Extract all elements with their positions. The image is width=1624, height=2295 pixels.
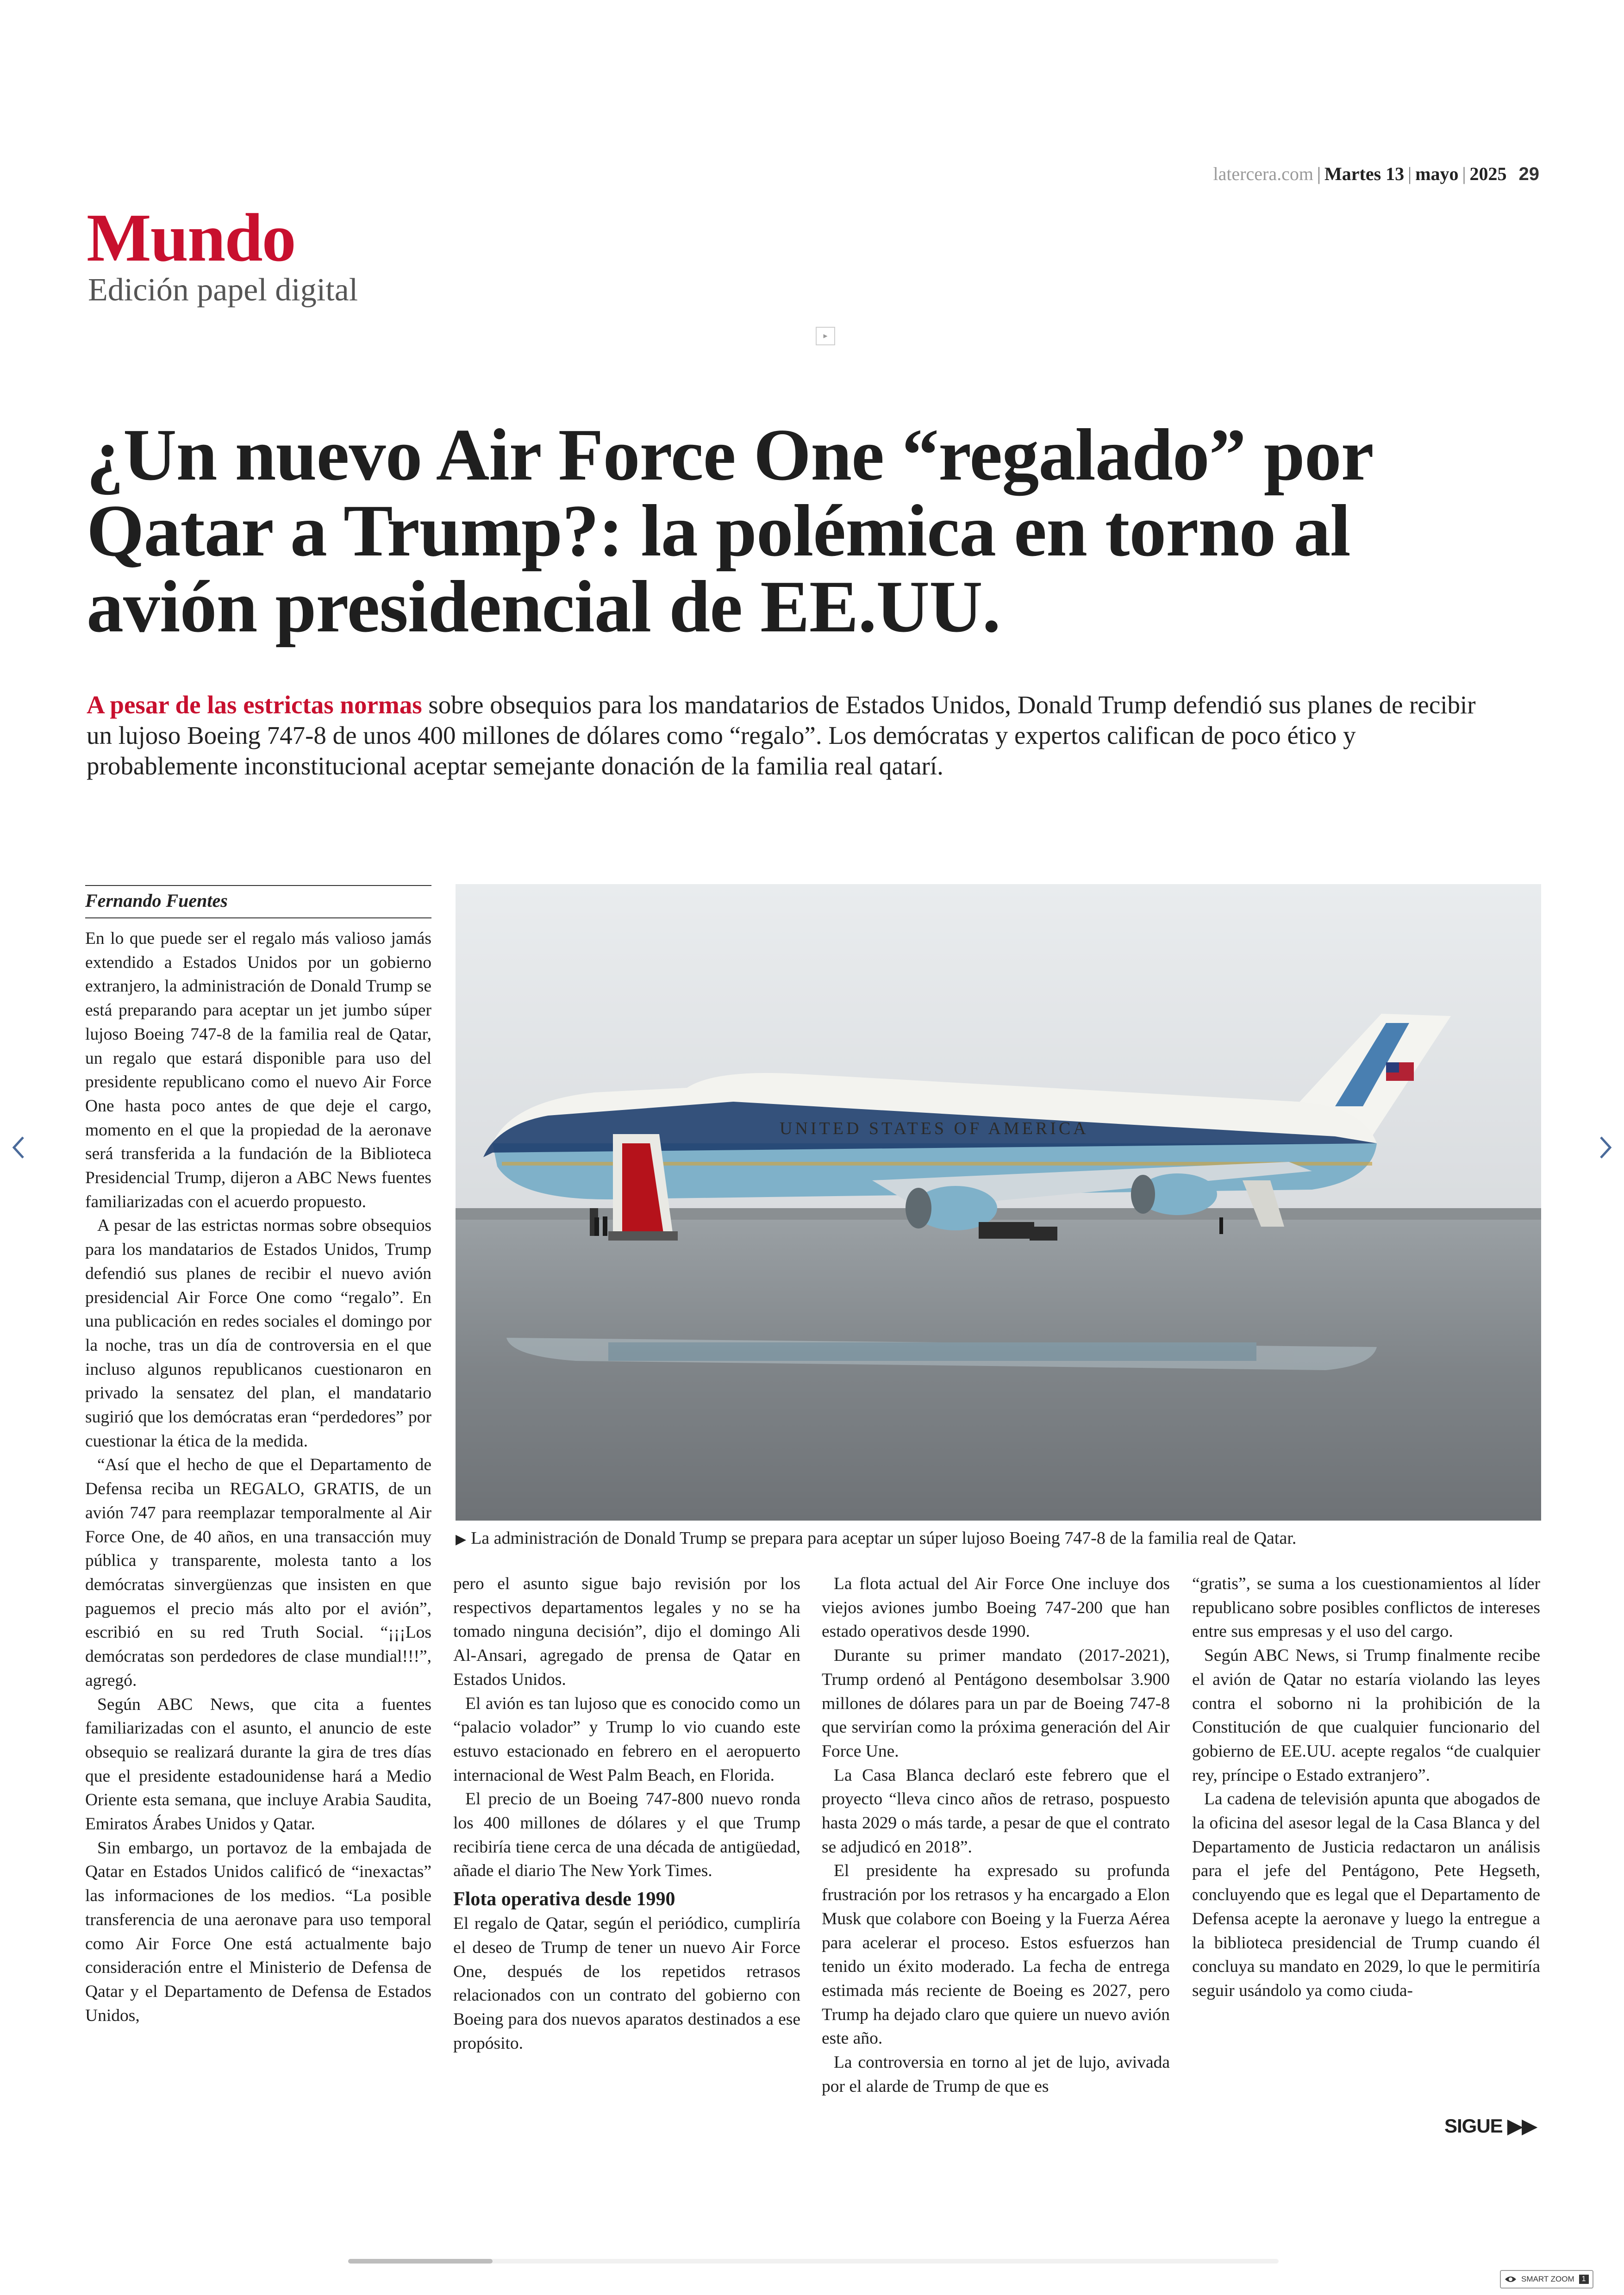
paragraph: El regalo de Qatar, según el periódico, cumpliría el deseo de Trump de tener un nuevo Air Force One, después de los repetidos retrasos relacionados con un contrato del gobierno con Boeing para dos nuevos aparatos destinados a ese propósito.	[453, 1914, 800, 2053]
byline: Fernando Fuentes	[85, 890, 228, 911]
body-column-3	[822, 1572, 1170, 2098]
landing-gear	[979, 1222, 1034, 1239]
page-indicator: 1	[1579, 2275, 1589, 2284]
previous-page-button[interactable]	[5, 1127, 32, 1168]
subheading: Flota operativa desde 1990	[453, 1889, 675, 1910]
chevron-left-icon	[9, 1134, 28, 1161]
page-number: 29	[1518, 164, 1539, 184]
paragraph: Según ABC News, si Trump finalmente recibe el avión de Qatar no estaría violando las leyes contra el soborno ni la prohibición de la Constitución de que cualquier funcionario del gobierno de EE.UU. acepte regalos “de cualquier rey, príncipe o Estado extranjero”.	[1192, 1646, 1540, 1785]
body-column-2	[453, 1572, 800, 2055]
continue-label: SIGUE ▶▶	[1444, 2115, 1537, 2137]
byline-rule-bottom	[85, 917, 431, 918]
paragraph: La Casa Blanca declaró este febrero que el proyecto “lleva cinco años de retraso, pospuesto hasta 2029 o más tarde, a pesar de que el contrato se adjudicó en 2018”.	[822, 1765, 1170, 1857]
lead-paragraph	[87, 690, 1503, 781]
paragraph: “gratis”, se suma a los cuestionamientos al líder republicano sobre posibles conflictos de intereses entre sus empresas y el uso del cargo.	[1192, 1574, 1540, 1641]
paragraph: La controversia en torno al jet de lujo, avivada por el alarde de Trump de que es	[822, 2053, 1170, 2096]
section-title: Mundo	[87, 200, 295, 276]
issue-meta: latercera.com | Martes 13 | mayo | 2025 29	[1213, 163, 1539, 184]
site-name: latercera.com	[1213, 163, 1313, 184]
byline-rule-top	[85, 885, 431, 886]
caption-text: La administración de Donald Trump se prepara para aceptar un súper lujoso Boeing 747-8 de la familia real de Qatar.	[471, 1528, 1297, 1548]
paragraph: “Así que el hecho de que el Departamento de Defensa reciba un REGALO, GRATIS, de un avión 747 para reemplazar temporalmente al Air Force One, de 40 años, en una transacción muy pública y transparente, molesta tanto a los demócratas sinvergüenzas que insisten en que paguemos el precio más alto por el avión”, escribió en su red Truth Social. “¡¡¡Los demócratas son perdedores de clase mundial!!!”, agregó.	[85, 1455, 431, 1690]
air-force-one-photo	[456, 884, 1541, 1521]
tarmac	[456, 1220, 1541, 1521]
paragraph: A pesar de las estrictas normas sobre obsequios para los mandatarios de Estados Unidos, Trump defendió sus planes de recibir el nuevo avión presidencial Air Force One como “regalo”. En una publicación en redes sociales el domingo por la noche, tras un día de controversia en el que incluso algunos republicanos cuestionaron en privado la sensatez del plan, el mandatario sugirió que los demócratas eran “perdedores” por cuestionar la ética de la medida.	[85, 1216, 431, 1451]
paragraph: El precio de un Boeing 747-800 nuevo ronda los 400 millones de dólares y el que Trump recibiría tiene cerca de una década de antigüedad, añade el diario The New York Times.	[453, 1790, 800, 1881]
next-page-button[interactable]	[1592, 1127, 1619, 1168]
issue-year: 2025	[1469, 163, 1507, 184]
paragraph: La cadena de televisión apunta que abogados de la oficina del asesor legal de la Casa Blanca y del Departamento de Justicia redactaron un análisis para el jefe del Pentágono, Pete Hegseth, concluyendo que es legal que el Departamento de Defensa acepte la aeronave y luego la entregue a la biblioteca presidencial de Trump cuando él concluya su mandato en 2029, lo que le permitiría seguir usándolo ya como ciuda-	[1192, 1790, 1540, 2000]
headline: ¿Un nuevo Air Force One “regalado” por Qatar a Trump?: la polémica en torno al avión presidencial de EE.UU.	[87, 413, 1372, 648]
ad-marker-icon: ▸	[816, 327, 835, 345]
paragraph: Sin embargo, un portavoz de la embajada de Qatar en Estados Unidos calificó de “inexactas” las informaciones de los medios. “La posible transferencia de una aeronave para uso temporal como Air Force One está actualmente bajo consideración entre el Ministerio de Defensa de Qatar y el Departamento de Defensa de Estados Unidos,	[85, 1838, 431, 2025]
lead-highlight: A pesar de las estrictas normas	[87, 691, 422, 719]
paragraph: El avión es tan lujoso que es conocido como un “palacio volador” y Trump lo vio cuando este estuvo estacionado en febrero en el aeropuerto internacional de West Palm Beach, en Florida.	[453, 1694, 800, 1785]
section-subtitle: Edición papel digital	[88, 272, 358, 308]
smart-zoom-button[interactable]	[1500, 2270, 1593, 2289]
paragraph: pero el asunto sigue bajo revisión por los respectivos departamentos legales y no se ha tomado ninguna decisión”, dijo el domingo Ali Al-Ansari, agregado de prensa de Qatar en Estados Unidos.	[453, 1574, 800, 1689]
chevron-right-icon	[1596, 1134, 1615, 1161]
eye-icon	[1505, 2275, 1517, 2284]
article-photo	[456, 884, 1541, 1521]
paragraph: Según ABC News, que cita a fuentes familiarizadas con el asunto, el anuncio de este obsequio se realizará durante la gira de tres días que el presidente estadounidense hará a Medio Oriente esta semana, que incluye Arabia Saudita, Emiratos Árabes Unidos y Qatar.	[85, 1695, 431, 1834]
livery-text: UNITED STATES OF AMERICA	[780, 1119, 1089, 1138]
smart-zoom-label: SMART ZOOM	[1521, 2275, 1574, 2283]
paragraph: Durante su primer mandato (2017-2021), Trump ordenó al Pentágono desembolsar 3.900 millones de dólares para un par de Boeing 747-8 que servirían como la próxima generación del Air Force Une.	[822, 1646, 1170, 1761]
paragraph: El presidente ha expresado su profunda frustración por los retrasos y ha encargado a Elon Musk que colabore con Boeing y la Fuerza Aérea para acelerar el proceso. Estos esfuerzos han tenido un éxito moderado. La fecha de entrega estimada más reciente de Boeing es 2027, pero Trump ha dejado claro que quiere un nuevo avión este año.	[822, 1861, 1170, 2048]
lead-text: sobre obsequios para los mandatarios de Estados Unidos, Donald Trump defendió sus planes de recibir un lujoso Boeing 747-8 de unos 400 millones de dólares como “regalo”. Los demócratas y expertos califican de poco ético y probablemente inconstitucional aceptar semejante donación de la familia real qatarí.	[87, 691, 1476, 780]
photo-caption	[456, 1527, 1541, 1551]
body-column-4	[1192, 1572, 1540, 2003]
page-scroll-thumb[interactable]	[348, 2259, 493, 2264]
body-column-1	[85, 927, 431, 2027]
issue-weekday: Martes 13	[1324, 163, 1405, 184]
issue-month: mayo	[1415, 163, 1459, 184]
paragraph: En lo que puede ser el regalo más valioso jamás extendido a Estados Unidos por un gobierno extranjero, la administración de Donald Trump se está preparando para aceptar un jet jumbo súper lujoso Boeing 747-8 de la familia real de Qatar, un regalo que estará disponible para uso del presidente republicano como el nuevo Air Force One hasta poco antes de que deje el cargo, momento en el que la propiedad de la aeronave será transferida a la fundación de la Biblioteca Presidencial Trump, dijeron a ABC News fuentes familiarizadas con el acuerdo propuesto.	[85, 929, 431, 1211]
caption-arrow-icon: ▶	[456, 1532, 467, 1547]
paragraph: La flota actual del Air Force One incluye dos viejos aviones jumbo Boeing 747-200 que han estado operativos desde 1990.	[822, 1574, 1170, 1641]
